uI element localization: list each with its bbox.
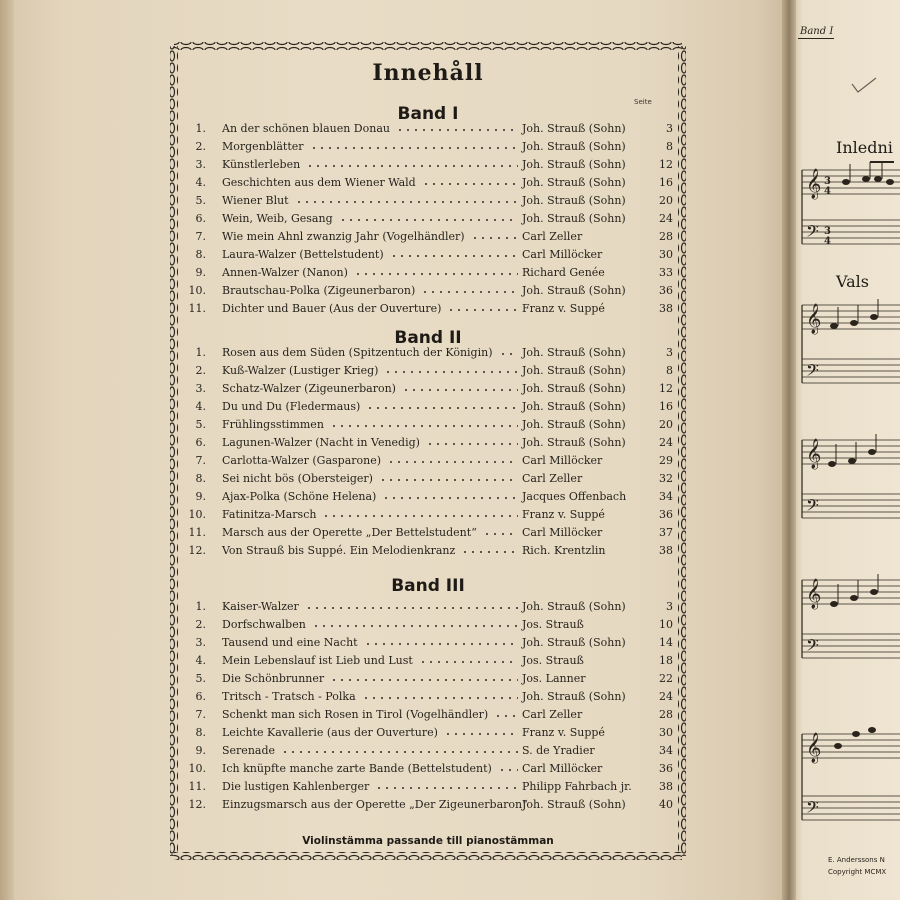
entry-page: 3	[666, 346, 673, 359]
entry-number: 3.	[195, 158, 206, 171]
dot-leader	[305, 607, 518, 609]
dot-leader	[379, 479, 518, 481]
dot-leader	[494, 715, 518, 717]
entry-number: 8.	[195, 472, 206, 485]
entry-title: Tausend und eine Nacht	[222, 636, 358, 649]
contents-row	[188, 176, 673, 194]
entry-number: 3.	[195, 382, 206, 395]
entry-composer: Joh. Strauß (Sohn)	[522, 690, 626, 703]
entry-page: 34	[659, 490, 673, 503]
entry-number: 2.	[195, 364, 206, 377]
entry-page: 36	[659, 762, 673, 775]
contents-row	[188, 618, 673, 636]
dot-leader	[312, 625, 518, 627]
dot-leader	[499, 353, 518, 355]
dot-leader	[306, 165, 518, 167]
svg-text:𝄢: 𝄢	[806, 797, 819, 821]
music-staff-3	[798, 430, 900, 520]
entry-number: 4.	[195, 654, 206, 667]
contents-row	[188, 418, 673, 436]
entry-title: Leichte Kavallerie (aus der Ouverture)	[222, 726, 438, 739]
entry-number: 10.	[188, 508, 206, 521]
dot-leader	[498, 769, 518, 771]
entry-title: Tritsch - Tratsch - Polka	[222, 690, 356, 703]
entry-composer: Carl Zeller	[522, 230, 583, 243]
dot-leader	[444, 733, 518, 735]
svg-text:𝄞: 𝄞	[806, 169, 822, 199]
contents-frame	[168, 38, 688, 864]
contents-row	[188, 212, 673, 230]
entry-title: Die Schönbrunner	[222, 672, 325, 685]
right-page-band-label: Band I	[800, 26, 834, 37]
entry-page: 33	[659, 266, 673, 279]
contents-row	[188, 508, 673, 526]
entry-page: 16	[659, 400, 673, 413]
entry-composer: Jos. Strauß	[522, 654, 584, 667]
svg-text:𝄢: 𝄢	[806, 221, 819, 245]
dot-leader	[375, 787, 518, 789]
entry-number: 1.	[195, 122, 206, 135]
entry-page: 12	[659, 158, 673, 171]
right-page-heading-vals: Vals	[836, 272, 869, 291]
dot-leader	[390, 255, 518, 257]
entry-composer: Jacques Offenbach	[522, 490, 627, 503]
band-2-heading: Band II	[394, 328, 462, 348]
entry-title: Wein, Weib, Gesang	[222, 212, 333, 225]
entry-number: 11.	[188, 780, 206, 793]
entry-composer: Franz v. Suppé	[522, 726, 605, 739]
footer-note: Violinstämma passande till pianostämman	[302, 835, 554, 847]
entry-number: 5.	[195, 418, 206, 431]
music-staff-2	[798, 295, 900, 385]
entry-page: 3	[666, 122, 673, 135]
entry-composer: Carl Millöcker	[522, 526, 603, 539]
entry-number: 11.	[188, 302, 206, 315]
entry-title: Fatinitza-Marsch	[222, 508, 317, 521]
entry-page: 22	[659, 672, 673, 685]
contents-row	[188, 654, 673, 672]
entry-title: Carlotta-Walzer (Gasparone)	[222, 454, 382, 467]
entry-number: 7.	[195, 708, 206, 721]
entry-number: 9.	[195, 490, 206, 503]
entry-composer: Joh. Strauß (Sohn)	[522, 418, 626, 431]
entry-composer: Carl Millöcker	[522, 762, 603, 775]
entry-composer: Joh. Strauß (Sohn)	[522, 176, 626, 189]
dot-leader	[426, 443, 518, 445]
entry-title: Laura-Walzer (Bettelstudent)	[222, 248, 384, 261]
entry-number: 6.	[195, 690, 206, 703]
contents-row	[188, 672, 673, 690]
entry-composer: Joh. Strauß (Sohn)	[522, 140, 626, 153]
entry-number: 3.	[195, 636, 206, 649]
page-column-label: Seite	[634, 98, 652, 106]
dot-leader	[447, 309, 518, 311]
svg-text:4: 4	[824, 236, 831, 247]
band-3-list	[188, 600, 673, 816]
entry-composer: Franz v. Suppé	[522, 302, 605, 315]
entry-number: 5.	[195, 194, 206, 207]
svg-text:𝄢: 𝄢	[806, 495, 819, 519]
contents-row	[188, 762, 673, 780]
contents-row	[188, 436, 673, 454]
music-staff-1	[798, 160, 900, 250]
svg-text:𝄞: 𝄞	[806, 733, 822, 763]
entry-number: 12.	[188, 798, 206, 811]
contents-row	[188, 708, 673, 726]
entry-page: 40	[659, 798, 673, 811]
entry-page: 24	[659, 212, 673, 225]
music-staff-4	[798, 570, 900, 660]
contents-row	[188, 526, 673, 544]
dot-leader	[322, 515, 518, 517]
right-page	[790, 0, 900, 900]
entry-page: 37	[659, 526, 673, 539]
entry-number: 6.	[195, 436, 206, 449]
entry-title: Dorfschwalben	[222, 618, 306, 631]
band-2-list	[188, 346, 673, 562]
svg-text:𝄞: 𝄞	[806, 304, 822, 334]
dot-leader	[387, 461, 518, 463]
entry-page: 24	[659, 690, 673, 703]
contents-row	[188, 744, 673, 762]
dot-leader	[281, 751, 518, 753]
entry-title: Lagunen-Walzer (Nacht in Venedig)	[222, 436, 420, 449]
entry-number: 8.	[195, 248, 206, 261]
contents-row	[188, 284, 673, 302]
entry-composer: Jos. Lanner	[522, 672, 586, 685]
entry-number: 9.	[195, 744, 206, 757]
book-spine	[782, 0, 796, 900]
dot-leader	[295, 201, 518, 203]
entry-title: Von Strauß bis Suppé. Ein Melodienkranz	[222, 544, 456, 557]
entry-composer: S. de Yradier	[522, 744, 595, 757]
svg-text:𝄞: 𝄞	[806, 579, 822, 609]
music-staff-5	[798, 720, 900, 830]
entry-number: 10.	[188, 284, 206, 297]
dot-leader	[330, 679, 518, 681]
contents-row	[188, 194, 673, 212]
entry-title: Einzugsmarsch aus der Operette „Der Zigeunerbaron“	[222, 798, 528, 811]
svg-text:3: 3	[824, 226, 831, 237]
dot-leader	[364, 643, 518, 645]
entry-composer: Carl Zeller	[522, 708, 583, 721]
entry-composer: Joh. Strauß (Sohn)	[522, 436, 626, 449]
svg-text:𝄞: 𝄞	[806, 439, 822, 469]
entry-title: Marsch aus der Operette „Der Bettelstudent“	[222, 526, 477, 539]
band-3-heading: Band III	[391, 576, 465, 596]
entry-composer: Joh. Strauß (Sohn)	[522, 158, 626, 171]
entry-composer: Joh. Strauß (Sohn)	[522, 400, 626, 413]
dot-leader	[310, 147, 518, 149]
entry-number: 5.	[195, 672, 206, 685]
entry-composer: Rich. Krentzlin	[522, 544, 606, 557]
contents-row	[188, 798, 673, 816]
svg-text:4: 4	[824, 186, 831, 197]
entry-composer: Carl Millöcker	[522, 454, 603, 467]
entry-page: 10	[659, 618, 673, 631]
entry-composer: Joh. Strauß (Sohn)	[522, 600, 626, 613]
entry-composer: Joh. Strauß (Sohn)	[522, 346, 626, 359]
contents-row	[188, 346, 673, 364]
contents-row	[188, 302, 673, 320]
entry-page: 32	[659, 472, 673, 485]
contents-row	[188, 454, 673, 472]
contents-row	[188, 122, 673, 140]
band-1-heading: Band I	[397, 104, 459, 124]
entry-page: 16	[659, 176, 673, 189]
entry-number: 9.	[195, 266, 206, 279]
entry-title: Sei nicht bös (Obersteiger)	[222, 472, 373, 485]
entry-number: 2.	[195, 140, 206, 153]
entry-title: Die lustigen Kahlenberger	[222, 780, 370, 793]
entry-title: Morgenblätter	[222, 140, 304, 153]
contents-row	[188, 726, 673, 744]
entry-page: 20	[659, 194, 673, 207]
pencil-check-mark	[850, 76, 880, 96]
entry-title: Serenade	[222, 744, 276, 757]
entry-page: 8	[666, 364, 673, 377]
entry-composer: Jos. Strauß	[522, 618, 584, 631]
entry-title: Wiener Blut	[222, 194, 289, 207]
dot-leader	[362, 697, 518, 699]
dot-leader	[461, 551, 518, 553]
entry-page: 28	[659, 230, 673, 243]
entry-title: Geschichten aus dem Wiener Wald	[222, 176, 416, 189]
entry-title: Ajax-Polka (Schöne Helena)	[222, 490, 377, 503]
entry-page: 29	[659, 454, 673, 467]
dot-leader	[422, 183, 518, 185]
entry-page: 14	[659, 636, 673, 649]
left-page-edge	[0, 0, 14, 900]
entry-title: Brautschau-Polka (Zigeunerbaron)	[222, 284, 416, 297]
entry-number: 7.	[195, 230, 206, 243]
entry-composer: Joh. Strauß (Sohn)	[522, 122, 626, 135]
entry-page: 3	[666, 600, 673, 613]
entry-number: 1.	[195, 600, 206, 613]
entry-title: An der schönen blauen Donau	[222, 122, 390, 135]
contents-row	[188, 780, 673, 798]
dot-leader	[402, 389, 518, 391]
right-page-publisher: E. Anderssons N	[828, 856, 885, 864]
entry-number: 2.	[195, 618, 206, 631]
right-page-copyright: Copyright MCMX	[828, 868, 887, 876]
band-1-list	[188, 122, 673, 320]
entry-composer: Joh. Strauß (Sohn)	[522, 364, 626, 377]
entry-composer: Franz v. Suppé	[522, 508, 605, 521]
contents-row	[188, 690, 673, 708]
dot-leader	[384, 371, 518, 373]
entry-composer: Richard Genée	[522, 266, 605, 279]
entry-number: 11.	[188, 526, 206, 539]
contents-row	[188, 140, 673, 158]
dot-leader	[421, 291, 518, 293]
entry-page: 30	[659, 726, 673, 739]
contents-row	[188, 266, 673, 284]
svg-text:𝄢: 𝄢	[806, 635, 819, 659]
entry-page: 30	[659, 248, 673, 261]
entry-page: 8	[666, 140, 673, 153]
contents-row	[188, 248, 673, 266]
entry-composer: Carl Millöcker	[522, 248, 603, 261]
dot-leader	[330, 425, 518, 427]
entry-page: 38	[659, 544, 673, 557]
entry-composer: Joh. Strauß (Sohn)	[522, 194, 626, 207]
entry-number: 4.	[195, 400, 206, 413]
contents-row	[188, 382, 673, 400]
entry-title: Künstlerleben	[222, 158, 301, 171]
entry-number: 12.	[188, 544, 206, 557]
entry-composer: Joh. Strauß (Sohn)	[522, 382, 626, 395]
entry-number: 1.	[195, 346, 206, 359]
dot-leader	[396, 129, 518, 131]
dot-leader	[339, 219, 518, 221]
contents-row	[188, 472, 673, 490]
contents-row	[188, 636, 673, 654]
contents-row	[188, 364, 673, 382]
entry-page: 24	[659, 436, 673, 449]
entry-title: Dichter und Bauer (Aus der Ouverture)	[222, 302, 442, 315]
entry-title: Du und Du (Fledermaus)	[222, 400, 361, 413]
entry-page: 20	[659, 418, 673, 431]
right-page-band-underline	[798, 38, 834, 39]
entry-page: 12	[659, 382, 673, 395]
entry-title: Schenkt man sich Rosen in Tirol (Vogelhändler)	[222, 708, 489, 721]
entry-title: Frühlingsstimmen	[222, 418, 324, 431]
entry-title: Rosen aus dem Süden (Spitzentuch der Königin)	[222, 346, 493, 359]
entry-composer: Philipp Fahrbach jr.	[522, 780, 632, 793]
entry-title: Mein Lebenslauf ist Lieb und Lust	[222, 654, 413, 667]
entry-title: Kuß-Walzer (Lustiger Krieg)	[222, 364, 379, 377]
entry-title: Ich knüpfte manche zarte Bande (Bettelstudent)	[222, 762, 492, 775]
dot-leader	[366, 407, 518, 409]
entry-page: 38	[659, 302, 673, 315]
dot-leader	[354, 273, 518, 275]
entry-page: 28	[659, 708, 673, 721]
entry-title: Schatz-Walzer (Zigeunerbaron)	[222, 382, 396, 395]
entry-number: 4.	[195, 176, 206, 189]
dot-leader	[419, 661, 518, 663]
entry-page: 36	[659, 508, 673, 521]
entry-title: Kaiser-Walzer	[222, 600, 299, 613]
entry-composer: Carl Zeller	[522, 472, 583, 485]
entry-page: 18	[659, 654, 673, 667]
entry-composer: Joh. Strauß (Sohn)	[522, 636, 626, 649]
svg-text:𝄢: 𝄢	[806, 360, 819, 384]
entry-title: Annen-Walzer (Nanon)	[222, 266, 348, 279]
contents-row	[188, 600, 673, 618]
contents-row	[188, 230, 673, 248]
page-title: Innehåll	[372, 60, 484, 86]
dot-leader	[471, 237, 518, 239]
contents-row	[188, 544, 673, 562]
right-page-heading-introduction: Inledni	[836, 138, 893, 157]
entry-page: 36	[659, 284, 673, 297]
entry-page: 34	[659, 744, 673, 757]
dot-leader	[483, 533, 518, 535]
dot-leader	[382, 497, 518, 499]
svg-text:3: 3	[824, 176, 831, 187]
entry-composer: Joh. Strauß (Sohn)	[522, 798, 626, 811]
entry-number: 6.	[195, 212, 206, 225]
entry-composer: Joh. Strauß (Sohn)	[522, 212, 626, 225]
entry-number: 7.	[195, 454, 206, 467]
contents-row	[188, 400, 673, 418]
entry-number: 8.	[195, 726, 206, 739]
entry-number: 10.	[188, 762, 206, 775]
contents-row	[188, 158, 673, 176]
entry-composer: Joh. Strauß (Sohn)	[522, 284, 626, 297]
contents-row	[188, 490, 673, 508]
entry-title: Wie mein Ahnl zwanzig Jahr (Vogelhändler)	[222, 230, 465, 243]
entry-page: 38	[659, 780, 673, 793]
